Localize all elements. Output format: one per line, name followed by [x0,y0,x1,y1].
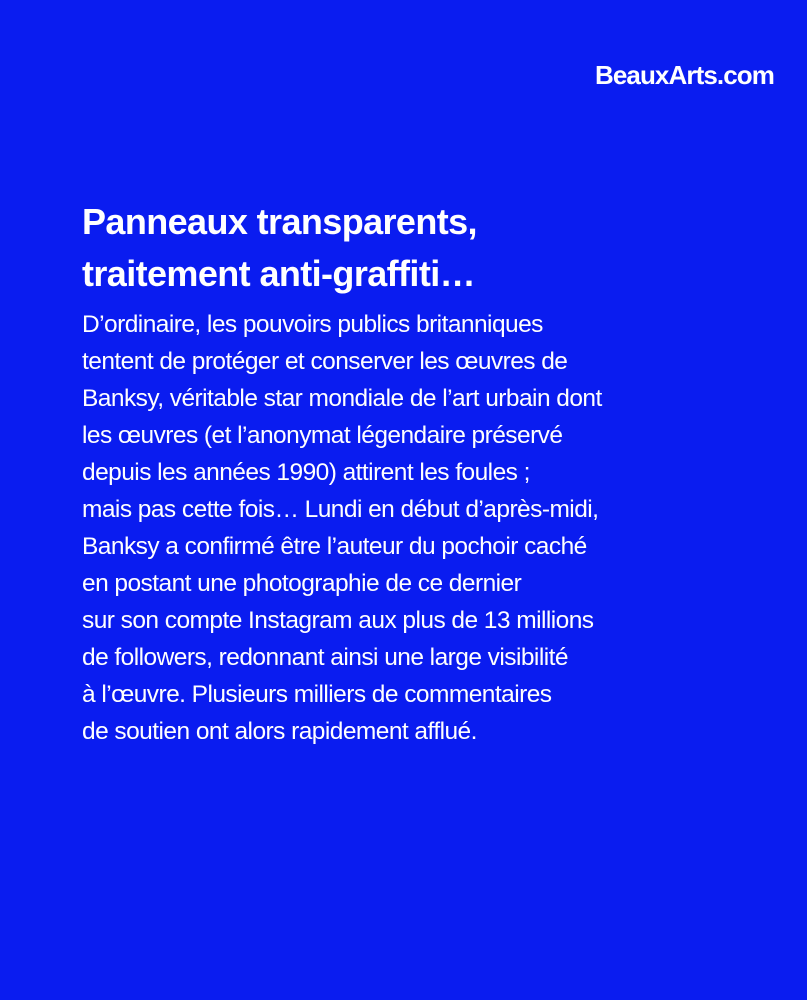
body-line: de followers, redonnant ainsi une large visibilité [82,644,568,671]
brand-logo: BeauxArts.com [594,60,774,90]
article-content [82,196,782,750]
title-line: Panneaux transparents, [82,201,477,242]
body-line: depuis les années 1990) attirent les foules ; [82,459,530,486]
title-line: traitement anti-graffiti… [82,253,476,294]
body-line: Banksy a confirmé être l’auteur du pochoir caché [82,533,587,560]
body-line: D’ordinaire, les pouvoirs publics britanniques [82,311,543,338]
article-title [82,196,782,300]
body-line: de soutien ont alors rapidement afflué. [82,718,477,745]
body-line: tentent de protéger et conserver les œuvres de [82,348,568,375]
body-line: les œuvres (et l’anonymat légendaire préservé [82,422,563,449]
body-line: sur son compte Instagram aux plus de 13 millions [82,607,594,634]
body-line: en postant une photographie de ce dernier [82,570,522,597]
body-line: mais pas cette fois… Lundi en début d’après-midi, [82,496,599,523]
body-line: Banksy, véritable star mondiale de l’art urbain dont [82,385,602,412]
body-line: à l’œuvre. Plusieurs milliers de commentaires [82,681,552,708]
article-body [82,306,782,750]
